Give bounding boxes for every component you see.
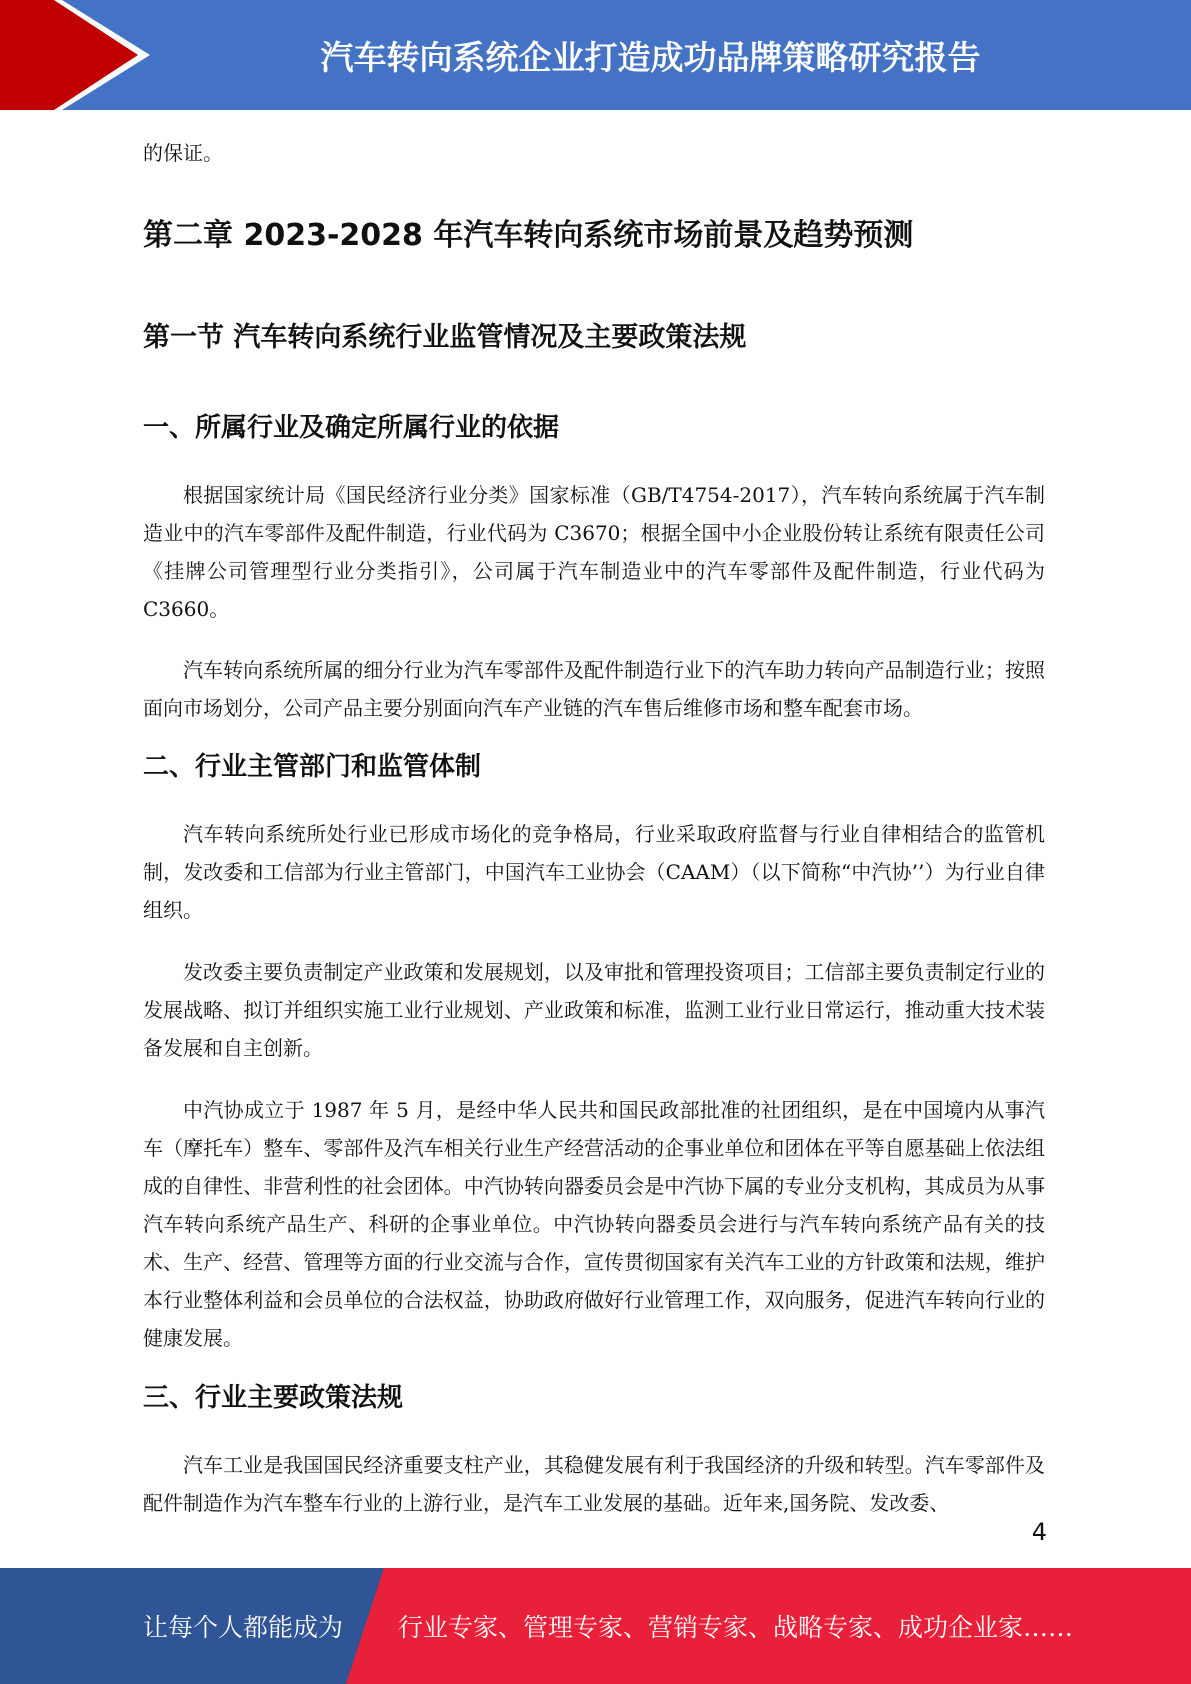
page-footer — [0, 1568, 1191, 1684]
paragraph-2-1: 汽车转向系统所处行业已形成市场化的竞争格局，行业采取政府监督与行业自律相结合的监管机制，发改委和工信部为行业主管部门，中国汽车工业协会（CAAM）（以下简称“中汽协’’）为行业自律组织。 — [143, 822, 1045, 922]
intro-paragraph: 的保证。 — [143, 141, 223, 165]
subsection-title-1: 一、所属行业及确定所属行业的依据 — [143, 413, 560, 443]
paragraph-1-1: 根据国家统计局《国民经济行业分类》国家标准（GB/T4754-2017），汽车转向系统属于汽车制造业中的汽车零部件及配件制造，行业代码为 C3670；根据全国中小企业股份转让系统有限责任公司《挂牌公司管理型行业分类指引》，公司属于汽车制造业中的汽车零部件及配件制造，行业代码为 C3660。 — [143, 483, 1045, 621]
footer-slogan-left: 让每个人都能成为 — [143, 1613, 344, 1642]
page-number: 4 — [1031, 1518, 1047, 1546]
paragraph-2-3: 中汽协成立于 1987 年 5 月，是经中华人民共和国民政部批准的社团组织，是在中国境内从事汽车（摩托车）整车、零部件及汽车相关行业生产经营活动的企事业单位和团体在平等自愿基础上依法组成的自律性、非营利性的社会团体。中汽协转向器委员会是中汽协下属的专业分支机构，其成员为从事汽车转向系统产品生产、科研的企事业单位。中汽协转向器委员会进行与汽车转向系统产品有关的技术、生产、经营、管理等方面的行业交流与合作，宣传贯彻国家有关汽车工业的方针政策和法规，维护本行业整体利益和会员单位的合法权益，协助政府做好行业管理工作，双向服务，促进汽车转向行业的健康发展。 — [143, 1098, 1045, 1350]
paragraph-2-2: 发改委主要负责制定产业政策和发展规划，以及审批和管理投资项目；工信部主要负责制定行业的发展战略、拟订并组织实施工业行业规划、产业政策和标准，监测工业行业日常运行，推动重大技术装备发展和自主创新。 — [143, 960, 1045, 1060]
header-title: 汽车转向系统企业打造成功品牌策略研究报告 — [320, 37, 981, 77]
subsection-title-2: 二、行业主管部门和监管体制 — [143, 752, 482, 782]
subsection-title-3: 三、行业主要政策法规 — [143, 1383, 404, 1413]
paragraph-3-1: 汽车工业是我国国民经济重要支柱产业，其稳健发展有利于我国经济的升级和转型。汽车零部件及配件制造作为汽车整车行业的上游行业，是汽车工业发展的基础。近年来,国务院、发改委、 — [143, 1453, 1045, 1515]
footer-slogan-right: 行业专家、管理专家、营销专家、战略专家、成功企业家…… — [398, 1613, 1074, 1642]
chapter-title: 第二章 2023-2028 年汽车转向系统市场前景及趋势预测 — [143, 218, 914, 253]
section-title: 第一节 汽车转向系统行业监管情况及主要政策法规 — [143, 322, 747, 353]
page-header — [0, 0, 1191, 110]
paragraph-1-2: 汽车转向系统所属的细分行业为汽车零部件及配件制造行业下的汽车助力转向产品制造行业；按照面向市场划分，公司产品主要分别面向汽车产业链的汽车售后维修市场和整车配套市场。 — [143, 658, 1045, 720]
